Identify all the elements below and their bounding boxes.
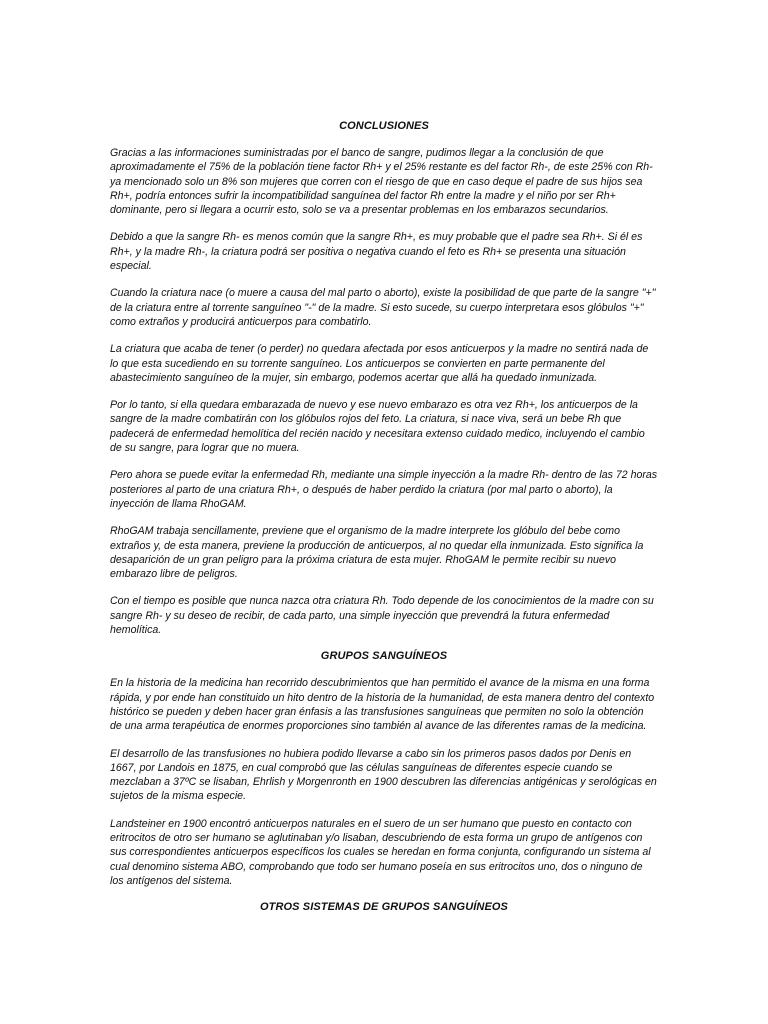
paragraph: En la historia de la medicina han recorrido descubrimientos que han permitido el avance de la misma en una forma rápida, y por ende han constituido un hito dentro de la historia de la humanidad, de esta manera dentro del contexto histórico se pueden y deben hacer gran énfasis a las transfusiones sanguíneas que permiten no solo la obtención de una arma terapéutica de enormes proporciones sino también al avance de las diferentes ramas de la medicina. bbox=[110, 677, 655, 733]
heading-grupos-sanguineos: GRUPOS SANGUÍNEOS bbox=[320, 650, 448, 663]
paragraph: Pero ahora se puede evitar la enfermedad Rh, mediante una simple inyección a la madre Rh- dentro de las 72 horas posteriores al parto de una criatura Rh+, o después de haber perdido la criatura (por mal parto o aborto), la inyección de llama RhoGAM. bbox=[110, 469, 658, 510]
paragraph: Cuando la criatura nace (o muere a causa del mal parto o aborto), existe la posibilidad de que parte de la sangre "+" de la criatura entre al torrente sanguíneo "-" de la madre. Si esto sucede, su cuerpo interpretara esos glóbulos "+" como extraños y producirá anticuerpos para combatirlo. bbox=[110, 287, 656, 328]
paragraph: Gracias a las informaciones suministradas por el banco de sangre, pudimos llegar a la conclusión de que aproximadamente el 75% de la población tiene factor Rh+ y el 25% restante es del factor Rh-, de este 25% con Rh- ya mencionado solo un 8% son mujeres que corren con el riesgo de que en caso deque el padre de sus hijos sea Rh+, podría entonces sufrir la incompatibilidad sanguínea del factor Rh entre la madre y el niño por ser Rh+ dominante, pero si llegara a ocurrir esto, solo se va a presentar problemas en los embarazos secundarios. bbox=[110, 147, 653, 217]
paragraph: La criatura que acaba de tener (o perder) no quedara afectada por esos anticuerpos y la madre no sentirá nada de lo que esta sucediendo en su torrente sanguíneo. Los anticuerpos se convierten en parte permanente del abastecimiento sanguíneo de la mujer, sin embargo, podemos acertar que allá ha quedado inmunizada. bbox=[110, 343, 649, 384]
paragraph: Por lo tanto, si ella quedara embarazada de nuevo y ese nuevo embarazo es otra vez Rh+, los anticuerpos de la sangre de la madre combatirán con los glóbulos rojos del feto. La criatura, si nace viva, será un bebe Rh que padecerá de enfermedad hemolítica del recién nacido y necesitara extenso cuidado medico, incluyendo el cambio de su sangre, para lograr que no muera. bbox=[110, 399, 645, 455]
paragraph: Debido a que la sangre Rh- es menos común que la sangre Rh+, es muy probable que el padre sea Rh+. Si él es Rh+, y la madre Rh-, la criatura podrá ser positiva o negativa cuando el feto es Rh+ se presenta una situación especial. bbox=[110, 231, 643, 273]
paragraph: RhoGAM trabaja sencillamente, previene que el organismo de la madre interprete los glóbulo del bebe como extraños y, de esta manera, previene la producción de anticuerpos, al no quedar ella inmunizada. Esto significa la desaparición de un gran peligro para la próxima criatura de esta mujer. RhoGAM le permite recibir su nuevo embarazo libre de peligros. bbox=[110, 525, 644, 581]
paragraph: El desarrollo de las transfusiones no hubiera podido llevarse a cabo sin los primeros pasos dados por Denis en 1667, por Landois en 1875, en cual comprobó que las células sanguíneas de diferentes especie cuando se mezclaban a 37ºC se lisaban, Ehrlish y Morgenronth en 1900 descubren las diferencias antigénicas y serológicas en sujetos de la misma especie. bbox=[110, 747, 657, 803]
paragraph: Landsteiner en 1900 encontró anticuerpos naturales en el suero de un ser humano que puesto en contacto con eritrocitos de otro ser humano se aglutinaban y/o lisaban, descubriendo de esta forma un grupo de antígenos con sus correspondientes anticuerpos específicos los cuales se heredan en forma conjunta, configurando un sistema al cual denomino sistema ABO, comprobando que todo ser humano poseía en sus eritrocitos uno, dos o ninguno de los antígenos del sistema. bbox=[110, 817, 651, 887]
heading-otros-sistemas: OTROS SISTEMAS DE GRUPOS SANGUÍNEOS bbox=[260, 901, 508, 914]
heading-conclusiones: CONCLUSIONES bbox=[339, 120, 429, 132]
paragraph: Con el tiempo es posible que nunca nazca otra criatura Rh. Todo depende de los conocimientos de la madre con su sangre Rh- y su deseo de recibir, de cada parto, una simple inyección que prevendrá la futura enfermedad hemolítica. bbox=[110, 595, 654, 637]
